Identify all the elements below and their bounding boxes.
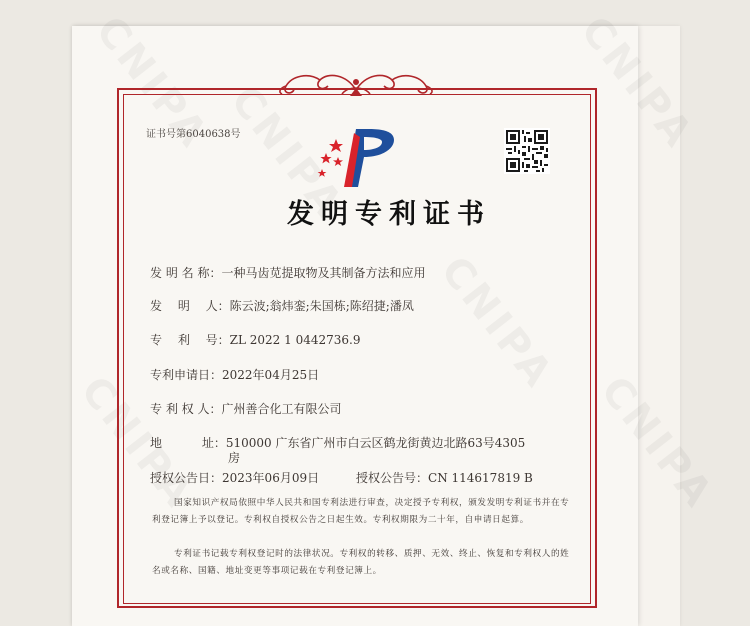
certificate-number: 证书号第6040638号 bbox=[146, 129, 241, 140]
address-value-line2: 房 bbox=[228, 451, 241, 465]
cnipa-logo-icon bbox=[312, 127, 402, 189]
filing-date-label: 专利申请日： bbox=[150, 368, 223, 382]
invention-name-label: 发 明 名 称： bbox=[150, 266, 222, 280]
address-row bbox=[150, 434, 525, 451]
address-label: 地 址： bbox=[150, 436, 226, 450]
filing-date-row bbox=[150, 366, 319, 383]
grant-number-row bbox=[356, 469, 533, 486]
grant-number-label: 授权公告号： bbox=[356, 471, 429, 485]
inventors-label: 发 明 人： bbox=[150, 299, 230, 313]
address-continuation-row bbox=[228, 449, 240, 466]
inventors-value: 陈云波;翁炜銮;朱国栋;陈绍捷;潘凤 bbox=[229, 299, 414, 313]
patent-number-label: 专 利 号： bbox=[150, 333, 230, 347]
grant-date-row bbox=[150, 469, 319, 486]
invention-name-row bbox=[150, 264, 425, 281]
certificate-title: 发明专利证书 bbox=[287, 199, 491, 230]
qr-code-icon bbox=[504, 128, 550, 174]
address-value-line1: 510000 广东省广州市白云区鹤龙街黄边北路63号4305 bbox=[225, 436, 526, 450]
filing-date-value: 2022年04月25日 bbox=[222, 368, 320, 382]
inventors-row bbox=[150, 297, 414, 314]
grant-number-value: CN 114617819 B bbox=[428, 471, 533, 485]
patentee-label: 专 利 权 人： bbox=[150, 402, 222, 416]
ornament-scroll-icon bbox=[276, 68, 436, 100]
patent-number-value: ZL 2022 1 0442736.9 bbox=[229, 333, 361, 347]
legal-notice-paragraph: 国家知识产权局依照中华人民共和国专利法进行审查，决定授予专利权，颁发发明专利证书并在专利登记簿上予以登记。专利权自授权公告之日起生效。专利权期限为二十年，自申请日起算。 bbox=[152, 498, 570, 525]
patentee-row bbox=[150, 400, 341, 417]
grant-date-value: 2023年06月09日 bbox=[222, 471, 320, 485]
patent-number-row bbox=[150, 331, 360, 348]
grant-date-label: 授权公告日： bbox=[150, 471, 223, 485]
invention-name-value: 一种马齿苋提取物及其制备方法和应用 bbox=[221, 266, 426, 280]
patentee-value: 广州善合化工有限公司 bbox=[221, 402, 342, 416]
legal-status-paragraph: 专利证书记载专利权登记时的法律状况。专利权的转移、质押、无效、终止、恢复和专利权人的姓名或名称、国籍、地址变更等事项记载在专利登记簿上。 bbox=[152, 549, 570, 576]
